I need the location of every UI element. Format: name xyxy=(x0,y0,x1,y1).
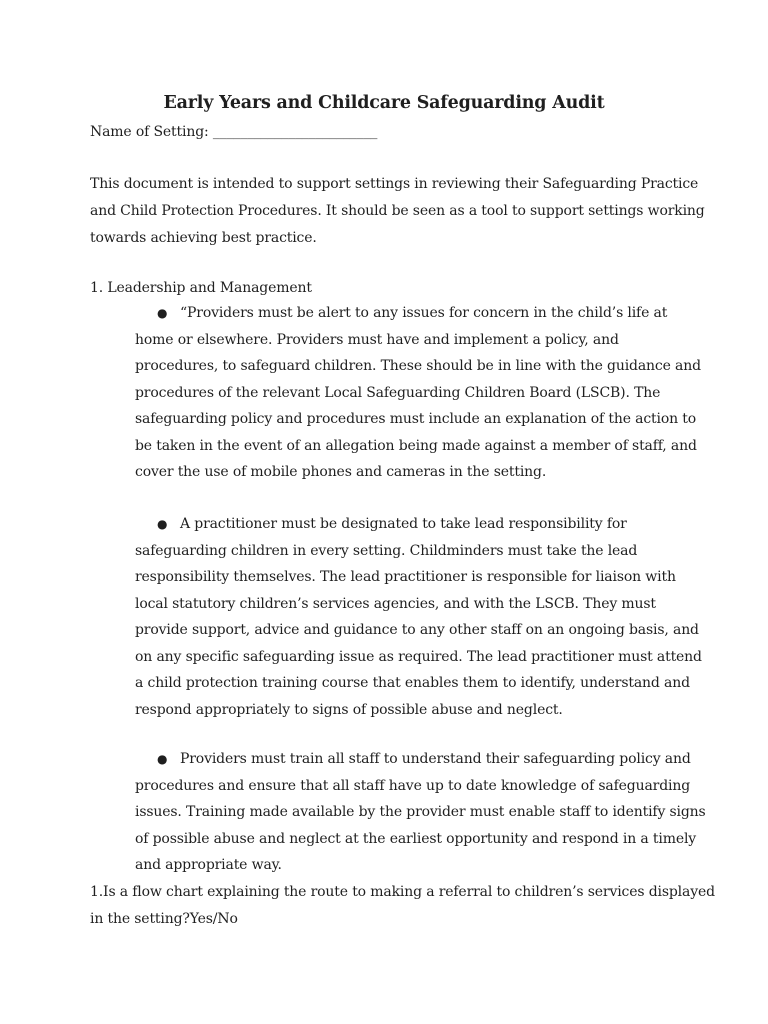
bullet-paragraph-1 xyxy=(135,300,701,486)
bullet-icon: ● xyxy=(157,752,168,766)
bullet-line: a child protection training course that enables them to identify, understand and xyxy=(135,675,690,691)
bullet-line: issues. Training made available by the provider must enable staff to identify signs xyxy=(135,804,706,820)
bullet-icon: ● xyxy=(157,306,168,320)
bullet-line: on any specific safeguarding issue as required. The lead practitioner must attend xyxy=(135,648,702,665)
bullet-line: and appropriate way. xyxy=(135,857,282,873)
bullet-line: cover the use of mobile phones and cameras in the setting. xyxy=(135,464,547,480)
intro-line: and Child Protection Procedures. It should be seen as a tool to support settings working xyxy=(90,203,705,219)
document-title: Early Years and Childcare Safeguarding Audit xyxy=(163,93,605,113)
audit-question-1 xyxy=(90,879,715,932)
bullet-line: local statutory children’s services agencies, and with the LSCB. They must xyxy=(135,595,656,612)
bullet-line: procedures and ensure that all staff have up to date knowledge of safeguarding xyxy=(135,777,691,794)
intro-paragraph xyxy=(90,171,705,252)
question-line: 1.Is a flow chart explaining the route to making a referral to children’s services displayed xyxy=(90,884,715,900)
bullet-paragraph-2 xyxy=(135,511,702,723)
bullet-line: safeguarding children in every setting. Childminders must take the lead xyxy=(135,542,638,559)
intro-line: towards achieving best practice. xyxy=(90,230,317,246)
bullet-line: provide support, advice and guidance to any other staff on an ongoing basis, and xyxy=(135,622,699,638)
bullet-line: be taken in the event of an allegation being made against a member of staff, and xyxy=(135,437,697,454)
bullet-line: of possible abuse and neglect at the earliest opportunity and respond in a timely xyxy=(135,830,697,847)
bullet-line: Providers must train all staff to understand their safeguarding policy and xyxy=(180,751,691,767)
bullet-line: responsibility themselves. The lead practitioner is responsible for liaison with xyxy=(135,569,676,585)
bullet-line: procedures, to safeguard children. These should be in line with the guidance and xyxy=(135,358,701,374)
bullet-paragraph-3 xyxy=(135,746,706,879)
bullet-line: “Providers must be alert to any issues for concern in the child’s life at xyxy=(180,305,668,321)
section-heading: 1. Leadership and Management xyxy=(90,280,312,296)
bullet-line: A practitioner must be designated to take lead responsibility for xyxy=(180,516,627,532)
bullet-line: respond appropriately to signs of possible abuse and neglect. xyxy=(135,701,563,718)
bullet-icon: ● xyxy=(157,517,168,531)
bullet-line: procedures of the relevant Local Safeguarding Children Board (LSCB). The xyxy=(135,384,661,401)
bullet-line: home or elsewhere. Providers must have and implement a policy, and xyxy=(135,331,619,348)
bullet-line: safeguarding policy and procedures must include an explanation of the action to xyxy=(135,411,697,427)
intro-line: This document is intended to support settings in reviewing their Safeguarding Practice xyxy=(90,176,699,192)
name-of-setting-field: Name of Setting: ________________________ xyxy=(90,124,378,140)
question-line: in the setting?Yes/No xyxy=(90,910,238,927)
